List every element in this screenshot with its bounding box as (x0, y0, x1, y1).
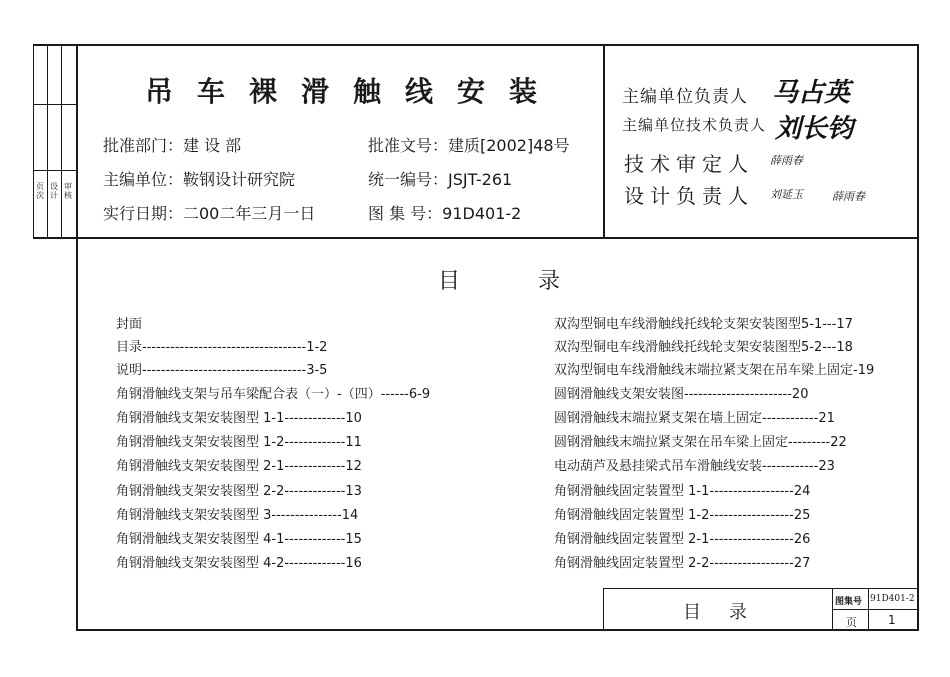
title-block-top (603, 588, 918, 589)
toc-item-title: 角钢滑触线支架安装图型 4-1 (116, 532, 285, 547)
title-block-row (832, 609, 918, 610)
title-block-atlas-value: 91D401-2 (870, 594, 915, 604)
handwritten-signature: 薛雨春 (832, 190, 865, 203)
toc-item-page: 19 (857, 363, 875, 378)
signature-label: 主编单位负责人 (622, 87, 748, 107)
toc-item-title: 角钢滑触线支架安装图型 2-1 (116, 459, 285, 474)
toc-item-title: 角钢滑触线支架安装图型 2-2 (116, 484, 285, 499)
toc-item-title: 双沟型铜电车线滑触线托线轮支架安装图型5-1 (554, 317, 823, 332)
toc-item-page: 3-5 (306, 363, 328, 378)
toc-item-leader: ------ (380, 387, 409, 402)
toc-item-leader: ----------------------------------- (142, 363, 307, 378)
signature-label: 主编单位技术负责人 (622, 116, 767, 134)
toc-item (554, 557, 810, 570)
strip-col-line (47, 44, 48, 238)
toc-item-title: 圆钢滑触线末端拉紧支架在墙上固定 (554, 411, 763, 426)
toc-item (116, 436, 362, 449)
toc-item-leader: ------------- (284, 556, 346, 571)
toc-item-title: 圆钢滑触线支架安装图 (554, 387, 685, 402)
toc-item-page: 11 (345, 435, 362, 450)
handwritten-signature: 马占英 (772, 78, 851, 108)
toc-item-page: 10 (345, 411, 362, 426)
toc-item-leader: ------------------ (709, 556, 794, 571)
toc-item-leader: --------- (788, 435, 831, 450)
effective-date: 实行日期：二00二年三月一日 (103, 204, 316, 223)
atlas-no: 图 集 号：91D401-2 (368, 204, 522, 223)
toc-item-leader: --- (822, 340, 837, 355)
signature-label: 设计负责人 (624, 184, 754, 208)
approval-department: 批准部门：建 设 部 (103, 136, 242, 155)
toc-item-leader: ------------- (284, 459, 346, 474)
title-block-left (603, 588, 604, 630)
toc-item (116, 341, 327, 354)
frame-left (76, 44, 78, 631)
title-block-title: 目录 (683, 602, 775, 623)
toc-item (116, 485, 362, 498)
frame-left-outer (33, 44, 34, 238)
header-divider (33, 237, 918, 239)
toc-item-page: 20 (791, 387, 809, 402)
frame-right (917, 44, 919, 631)
title-block-atlas-label: 图集号 (835, 597, 863, 607)
toc-item-page: 25 (793, 508, 811, 523)
toc-item-leader: ------------- (284, 532, 346, 547)
toc-item-leader: ------------- (284, 435, 346, 450)
toc-item-leader: ------------- (284, 411, 346, 426)
toc-item (554, 485, 810, 498)
toc-item-page: 14 (341, 508, 359, 523)
toc-item-leader: - (853, 363, 858, 378)
toc-item (554, 364, 874, 377)
toc-item (116, 412, 362, 425)
toc-item-page: 27 (793, 556, 811, 571)
toc-item-page: 15 (345, 532, 362, 547)
handwritten-signature: 薛雨春 (770, 154, 803, 167)
toc-item-title: 角钢滑触线支架安装图型 4-2 (116, 556, 285, 571)
toc-item-title: 角钢滑触线支架安装图型 3 (116, 508, 272, 523)
approval-document-no: 批准文号：建质[2002]48号 (368, 136, 570, 155)
toc-item-leader: ------------ (762, 459, 819, 474)
toc-item-page: 23 (818, 459, 835, 474)
toc-item (554, 460, 835, 473)
toc-item-page: 17 (836, 317, 853, 332)
toc-item-leader: ------------------ (709, 532, 794, 547)
toc-item-title: 电动葫芦及悬挂梁式吊车滑触线安装 (554, 459, 763, 474)
frame-bottom (76, 629, 918, 631)
toc-item (554, 341, 853, 354)
title-block-page-value: 1 (888, 613, 896, 627)
toc-item-page: 18 (836, 340, 853, 355)
toc-item (554, 412, 835, 425)
toc-item (116, 388, 430, 401)
strip-row-line (33, 104, 76, 105)
toc-item (554, 533, 810, 546)
toc-item-title: 角钢滑触线固定装置型 2-2 (554, 556, 710, 571)
toc-item (116, 318, 142, 331)
toc-item (554, 436, 847, 449)
unified-no: 统一编号：JSJT-261 (368, 170, 513, 189)
toc-item-leader: --------------- (271, 508, 342, 523)
toc-item (116, 533, 362, 546)
toc-item-page: 26 (793, 532, 811, 547)
toc-item-page: 12 (345, 459, 362, 474)
editor-unit: 主编单位：鞍钢设计研究院 (103, 170, 296, 189)
header-signature-divider (603, 44, 605, 238)
toc-item-leader: --- (822, 317, 837, 332)
signature-label: 技术审定人 (624, 152, 754, 176)
toc-item-title: 角钢滑触线支架安装图型 1-1 (116, 411, 285, 426)
title-block-page-label: 页 (846, 616, 857, 629)
toc-item-title: 角钢滑触线支架与吊车梁配合表（一）-（四） (116, 387, 381, 402)
side-strip-item: 审核 (64, 182, 72, 200)
toc-item (554, 388, 808, 401)
toc-item-title: 目录 (116, 340, 143, 355)
toc-item-page: 21 (818, 411, 835, 426)
toc-item-page: 16 (345, 556, 362, 571)
toc-item-title: 角钢滑触线固定装置型 1-2 (554, 508, 710, 523)
toc-heading: 目录 (438, 269, 639, 294)
toc-item-page: 13 (345, 484, 362, 499)
toc-item-leader: ------------- (284, 484, 346, 499)
toc-item-leader: ------------------ (709, 484, 794, 499)
toc-item-title: 圆钢滑触线末端拉紧支架在吊车梁上固定 (554, 435, 789, 450)
handwritten-signature: 刘延玉 (770, 188, 803, 201)
toc-item-title: 封面 (116, 317, 143, 332)
strip-col-line (61, 44, 62, 238)
toc-item-leader: ----------------------------------- (142, 340, 307, 355)
toc-item-title: 角钢滑触线固定装置型 2-1 (554, 532, 710, 547)
toc-item (554, 509, 810, 522)
toc-item-page: 22 (830, 435, 847, 450)
document-title: 吊车裸滑触线安装 (145, 75, 562, 108)
toc-item-title: 双沟型铜电车线滑触线托线轮支架安装图型5-2 (554, 340, 823, 355)
toc-item-title: 角钢滑触线固定装置型 1-1 (554, 484, 710, 499)
frame-top (33, 44, 918, 46)
toc-item-title: 说明 (116, 363, 143, 378)
toc-item-title: 角钢滑触线支架安装图型 1-2 (116, 435, 285, 450)
toc-item (116, 509, 358, 522)
toc-item (116, 364, 327, 377)
strip-row-line (33, 170, 76, 171)
side-strip-item: 页次 (36, 182, 44, 200)
toc-item (554, 318, 853, 331)
toc-item (116, 460, 362, 473)
toc-item-title: 双沟型铜电车线滑触线末端拉紧支架在吊车梁上固定 (554, 363, 854, 378)
toc-item-page: 6-9 (408, 387, 431, 402)
toc-item-leader: ----------------------- (684, 387, 792, 402)
toc-item (116, 557, 362, 570)
handwritten-signature: 刘长钧 (775, 114, 854, 144)
toc-item-page: 24 (793, 484, 811, 499)
side-strip-item: 设计 (50, 182, 58, 200)
toc-item-page: 1-2 (306, 340, 328, 355)
toc-item-leader: ------------ (762, 411, 819, 426)
toc-item-leader: ------------------ (709, 508, 794, 523)
